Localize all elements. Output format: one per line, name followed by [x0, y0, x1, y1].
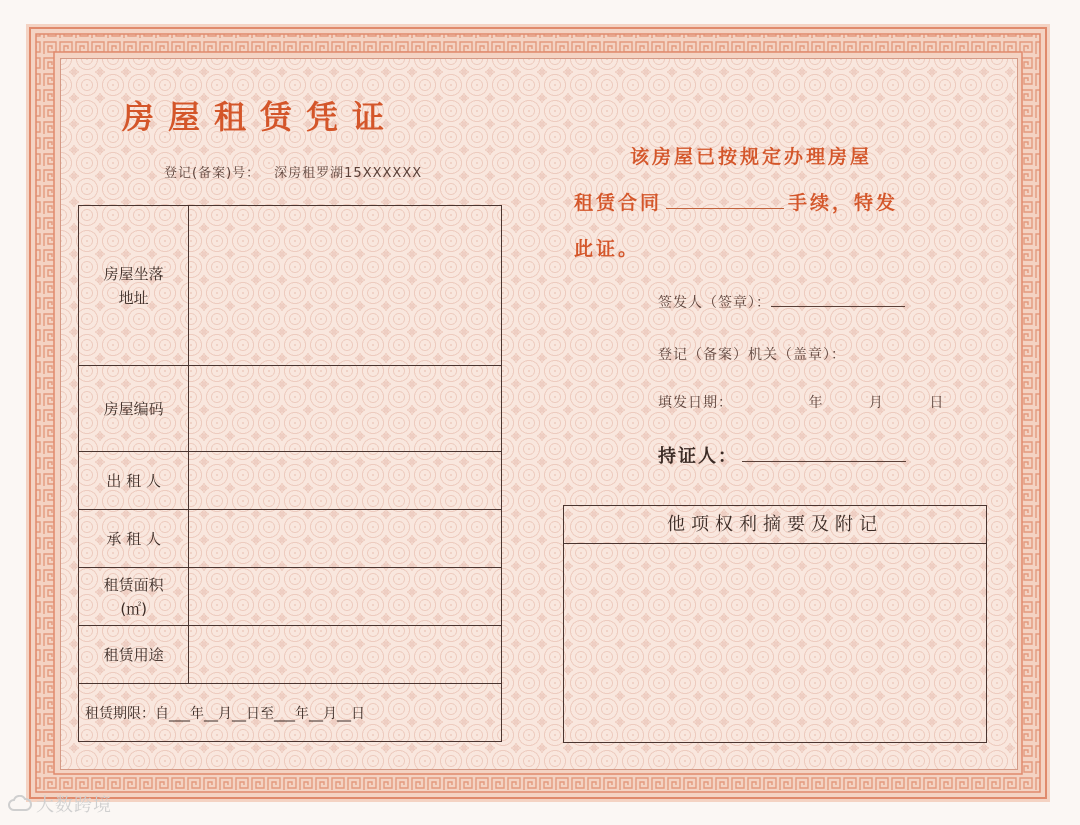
certificate-sheet [26, 24, 1050, 802]
table-row [79, 452, 502, 510]
area-label-line1: 租赁面积 [103, 575, 164, 594]
lessee-value [189, 510, 502, 568]
registration-number [164, 162, 422, 181]
lessor-label: 出 租 人 [79, 452, 189, 510]
certificate-holder [658, 442, 906, 468]
watermark-text: 大数跨境 [36, 795, 112, 816]
registration-value: 深房租罗湖15XXXXXX [274, 166, 423, 181]
table-row [79, 366, 502, 452]
address-value [189, 206, 502, 366]
registration-label: 登记(备案)号： [164, 166, 261, 181]
house-code-label: 房屋编码 [79, 366, 189, 452]
issue-date-year: 年 [808, 395, 824, 411]
notice-line3: 此证。 [574, 238, 641, 260]
issuer-label: 签发人（签章）： [658, 295, 771, 311]
issue-date-month: 月 [868, 395, 884, 411]
address-label-line1: 房屋坐落 [103, 264, 164, 283]
info-table [78, 205, 502, 742]
notice-contract-text: 租赁合同 [574, 192, 663, 214]
notice-line1: 该房屋已按规定办理房屋 [630, 146, 873, 168]
area-value [189, 568, 502, 626]
usage-label: 租赁用途 [79, 626, 189, 684]
authority-label: 登记（备案）机关（盖章）： [658, 347, 846, 363]
watermark [8, 791, 112, 817]
issuer-blank-line [771, 292, 905, 307]
house-code-value [189, 366, 502, 452]
table-row [79, 206, 502, 366]
other-rights-title: 他项权利摘要及附记 [564, 506, 986, 544]
table-row [79, 626, 502, 684]
contract-blank-line [666, 184, 784, 209]
issue-date-label: 填发日期： [658, 395, 733, 411]
certificate-title: 房屋租赁凭证 [122, 98, 399, 136]
issuer-signature [658, 292, 905, 312]
authority-seal [658, 344, 846, 364]
address-label-line2: 地址 [118, 288, 149, 307]
issue-date [658, 392, 944, 412]
table-row [79, 510, 502, 568]
area-label-unit: (㎡) [120, 599, 148, 618]
table-row [79, 684, 502, 742]
holder-blank-line [742, 445, 906, 462]
issue-date-day: 日 [929, 395, 945, 411]
lessor-value [189, 452, 502, 510]
cloud-logo-icon [8, 795, 32, 813]
other-rights-box [563, 505, 987, 743]
notice-procedure-text: 手续，特发 [788, 192, 899, 214]
lease-period: 租赁期限：自___年__月__日至___年__月__日 [79, 684, 502, 742]
table-row [79, 568, 502, 626]
area-label [79, 568, 189, 626]
notice-line2 [574, 192, 898, 214]
usage-value [189, 626, 502, 684]
lessee-label: 承 租 人 [79, 510, 189, 568]
issuance-notice [574, 134, 974, 272]
address-label [79, 206, 189, 366]
holder-label: 持证人： [658, 446, 738, 467]
